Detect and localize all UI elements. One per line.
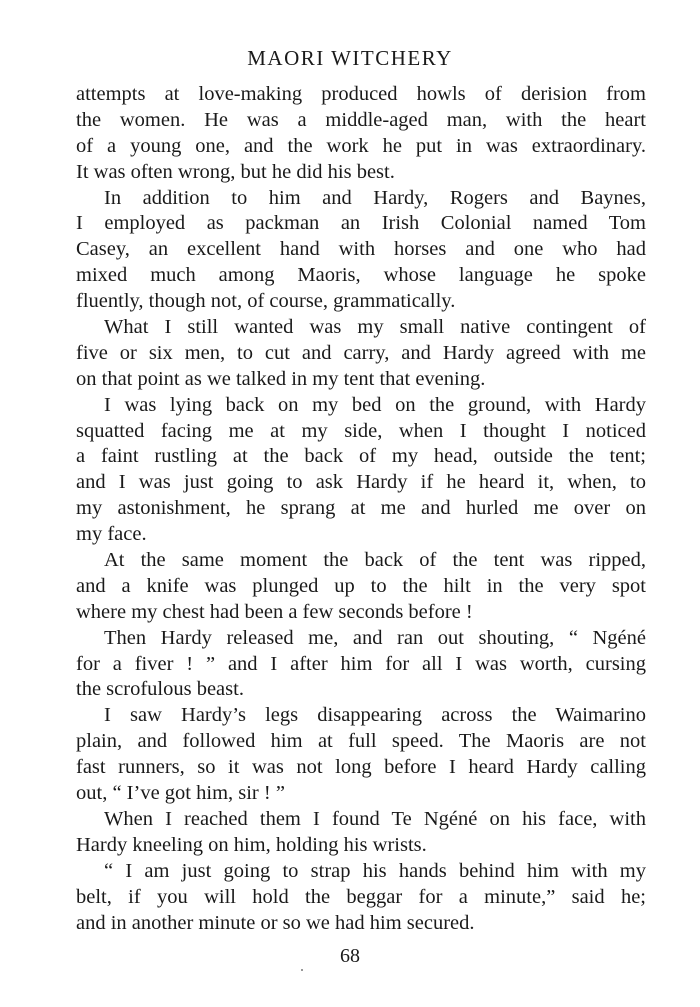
text-line: out, “ I’ve got him, sir ! ” — [76, 782, 285, 805]
text-line: I was lying back on my bed on the ground, with Hardy — [104, 393, 646, 416]
print-speck — [301, 969, 303, 971]
text-line: fast runners, so it was not long before I heard Hardy calling — [76, 756, 646, 779]
page-number: 68 — [340, 945, 360, 967]
text-line: fluently, though not, of course, grammatically. — [76, 290, 456, 313]
text-line: the women. He was a middle-aged man, with the heart — [76, 108, 646, 131]
text-line: attempts at love-making produced howls of derision from — [76, 83, 646, 105]
text-line: What I still wanted was my small native contingent of — [104, 316, 646, 339]
text-line: It was often wrong, but he did his best. — [76, 160, 395, 183]
text-line: Casey, an excellent hand with horses and one who had — [76, 238, 646, 261]
text-line: five or six men, to cut and carry, and Hardy agreed with me — [76, 341, 646, 364]
text-line: my face. — [76, 523, 147, 546]
body-text — [76, 82, 646, 936]
text-line: At the same moment the back of the tent was ripped, — [104, 549, 646, 572]
text-line: I saw Hardy’s legs disappearing across the Waimarino — [104, 704, 646, 727]
text-line: the scrofulous beast. — [76, 678, 244, 701]
text-line: for a fiver ! ” and I after him for all I was worth, cursing — [76, 652, 646, 675]
text-line: Then Hardy released me, and ran out shouting, “ Ngéné — [104, 626, 646, 649]
text-line: Hardy kneeling on him, holding his wrists. — [76, 833, 427, 856]
text-line: on that point as we talked in my tent that evening. — [76, 367, 486, 390]
text-line: belt, if you will hold the beggar for a minute,” said he; — [76, 885, 646, 908]
text-line: and in another minute or so we had him secured. — [76, 911, 475, 934]
text-line: my astonishment, he sprang at me and hurled me over on — [76, 497, 646, 520]
text-line: a faint rustling at the back of my head, outside the tent; — [76, 445, 646, 468]
text-line: of a young one, and the work he put in was extraordinary. — [76, 134, 646, 157]
text-line: When I reached them I found Te Ngéné on his face, with — [104, 807, 646, 830]
text-line: and a knife was plunged up to the hilt in the very spot — [76, 574, 646, 597]
text-line: and I was just going to ask Hardy if he heard it, when, to — [76, 471, 646, 494]
text-line: squatted facing me at my side, when I thought I noticed — [76, 419, 646, 442]
text-line: I employed as packman an Irish Colonial named Tom — [76, 212, 646, 235]
text-line: mixed much among Maoris, whose language he spoke — [76, 264, 646, 287]
text-line: “ I am just going to strap his hands behind him with my — [104, 859, 646, 882]
text-line: plain, and followed him at full speed. The Maoris are not — [76, 730, 646, 753]
text-line: where my chest had been a few seconds before ! — [76, 600, 473, 623]
text-line: In addition to him and Hardy, Rogers and Baynes, — [104, 186, 646, 209]
running-head: MAORI WITCHERY — [247, 46, 453, 70]
